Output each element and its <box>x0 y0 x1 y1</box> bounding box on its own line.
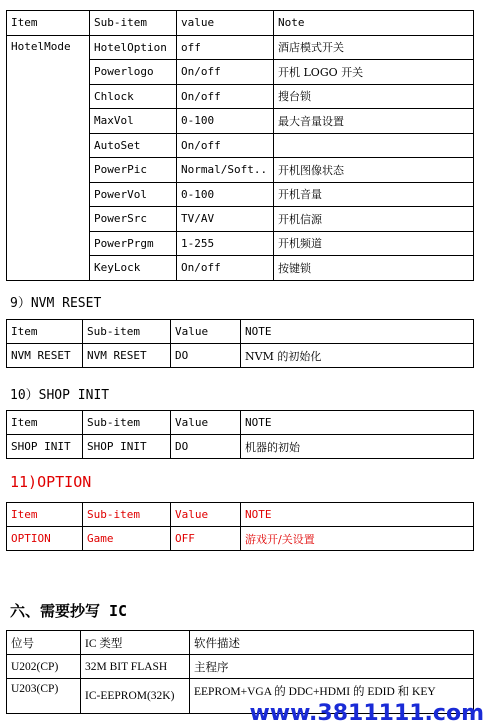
sub-item: PowerPrgm <box>90 231 177 256</box>
table-header-row <box>7 411 474 435</box>
note: 游戏开/关设置 <box>241 527 474 551</box>
header-sub-item: Sub-item <box>83 320 171 344</box>
software: EEPROM+VGA 的 DDC+HDMI 的 EDID 和 KEY <box>190 679 474 714</box>
value: off <box>177 35 274 60</box>
value: DO <box>171 435 241 459</box>
section-heading-option: 11)OPTION <box>10 473 92 491</box>
table-header-row <box>7 503 474 527</box>
table-row <box>7 344 474 368</box>
position: U203(CP) <box>7 679 81 714</box>
sub-item: Chlock <box>90 84 177 109</box>
note: 最大音量设置 <box>274 109 474 134</box>
sub-item: SHOP INIT <box>83 435 171 459</box>
shop-init-table <box>6 410 474 459</box>
header-item: Item <box>7 11 90 36</box>
sub-item: AutoSet <box>90 133 177 158</box>
table-row <box>7 527 474 551</box>
note: 酒店模式开关 <box>274 35 474 60</box>
table-row <box>7 435 474 459</box>
value: 0-100 <box>177 109 274 134</box>
header-value: Value <box>171 320 241 344</box>
header-software: 软件描述 <box>190 631 474 655</box>
hotel-mode-table <box>6 10 474 281</box>
sub-item: PowerPic <box>90 158 177 183</box>
note: 开机音量 <box>274 182 474 207</box>
header-item: Item <box>7 503 83 527</box>
sub-item: Powerlogo <box>90 60 177 85</box>
header-note: NOTE <box>241 411 474 435</box>
section-heading-nvm-reset: 9）NVM RESET <box>10 296 102 311</box>
header-note: Note <box>274 11 474 36</box>
header-sub-item: Sub-item <box>90 11 177 36</box>
sub-item: Game <box>83 527 171 551</box>
table-row <box>7 655 474 679</box>
note: NVM 的初始化 <box>241 344 474 368</box>
table-header-row <box>7 320 474 344</box>
watermark: www.3811111.com <box>249 701 484 726</box>
section-heading-ic-copy: 六、需要抄写 IC <box>10 602 128 620</box>
header-sub-item: Sub-item <box>83 411 171 435</box>
note: 开机图像状态 <box>274 158 474 183</box>
header-value: Value <box>171 503 241 527</box>
software: 主程序 <box>190 655 474 679</box>
value: 0-100 <box>177 182 274 207</box>
item: SHOP INIT <box>7 435 83 459</box>
value: On/off <box>177 60 274 85</box>
header-sub-item: Sub-item <box>83 503 171 527</box>
note: 搜台锁 <box>274 84 474 109</box>
value: On/off <box>177 256 274 281</box>
note <box>274 133 474 158</box>
header-note: NOTE <box>241 320 474 344</box>
sub-item: KeyLock <box>90 256 177 281</box>
header-ic-type: IC 类型 <box>81 631 190 655</box>
ic-type: IC-EEPROM(32K) <box>81 679 190 714</box>
table-header-row <box>7 631 474 655</box>
sub-item: HotelOption <box>90 35 177 60</box>
sub-item: NVM RESET <box>83 344 171 368</box>
table-header-row <box>7 11 474 36</box>
section-heading-shop-init: 10）SHOP INIT <box>10 388 110 403</box>
nvm-reset-table <box>6 319 474 368</box>
value: OFF <box>171 527 241 551</box>
note: 开机信源 <box>274 207 474 232</box>
value: On/off <box>177 133 274 158</box>
value: On/off <box>177 84 274 109</box>
value: Normal/Soft.. <box>177 158 274 183</box>
sub-item: MaxVol <box>90 109 177 134</box>
position: U202(CP) <box>7 655 81 679</box>
value: DO <box>171 344 241 368</box>
header-value: value <box>177 11 274 36</box>
header-item: Item <box>7 411 83 435</box>
sub-item: PowerVol <box>90 182 177 207</box>
header-value: Value <box>171 411 241 435</box>
header-item: Item <box>7 320 83 344</box>
note: 按键锁 <box>274 256 474 281</box>
ic-type: 32M BIT FLASH <box>81 655 190 679</box>
note: 开机频道 <box>274 231 474 256</box>
value: 1-255 <box>177 231 274 256</box>
table-row <box>7 35 474 60</box>
item: OPTION <box>7 527 83 551</box>
header-position: 位号 <box>7 631 81 655</box>
header-note: NOTE <box>241 503 474 527</box>
group-item: HotelMode <box>7 35 90 280</box>
note: 机器的初始 <box>241 435 474 459</box>
option-table <box>6 502 474 551</box>
note: 开机 LOGO 开关 <box>274 60 474 85</box>
item: NVM RESET <box>7 344 83 368</box>
sub-item: PowerSrc <box>90 207 177 232</box>
value: TV/AV <box>177 207 274 232</box>
